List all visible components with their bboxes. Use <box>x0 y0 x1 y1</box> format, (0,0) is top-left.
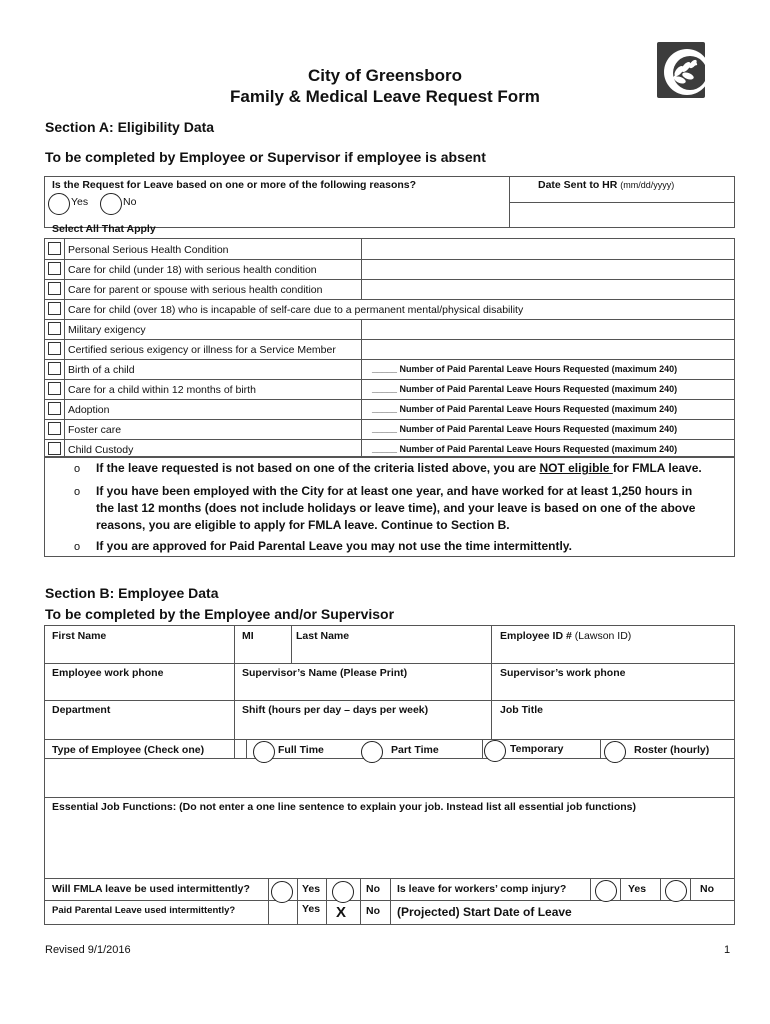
reason-checkbox-military[interactable] <box>48 322 61 335</box>
supervisor-phone-label: Supervisor’s work phone <box>500 667 626 679</box>
first-name-input[interactable] <box>46 644 232 661</box>
ppl-no-label: No <box>366 905 380 917</box>
reason-checkbox-child-under-18[interactable] <box>48 262 61 275</box>
hours-requested-care-child[interactable]: _____ Number of Paid Parental Leave Hours Requested (maximum 240) <box>372 384 678 394</box>
bullet-icon: o <box>74 486 81 498</box>
department-label: Department <box>52 704 111 716</box>
leaf-logo-icon <box>657 42 705 98</box>
reason-checkbox-adoption[interactable] <box>48 402 61 415</box>
note-eligibility-line3: reasons, you are eligible to apply for FMLA leave. Continue to Section B. <box>96 518 510 532</box>
fmla-no-label: No <box>366 883 380 895</box>
employee-type-label: Type of Employee (Check one) <box>52 744 205 756</box>
temporary-radio[interactable] <box>484 740 506 762</box>
date-sent-input[interactable] <box>512 205 732 225</box>
reason-label: Birth of a child <box>68 364 135 376</box>
eligibility-yes-radio[interactable] <box>48 193 70 215</box>
fmla-intermittent-yes-radio[interactable] <box>271 881 293 903</box>
last-name-input[interactable] <box>293 644 489 661</box>
note-eligibility-line2: the last 12 months (does not include holidays or leave time), and your leave is based on one of the above <box>96 501 696 515</box>
reason-label: Foster care <box>68 424 122 436</box>
fmla-intermittent-no-radio[interactable] <box>332 881 354 903</box>
reason-checkbox-personal[interactable] <box>48 242 61 255</box>
reason-label: Child Custody <box>68 444 134 456</box>
section-b-subheading: To be completed by the Employee and/or Supervisor <box>45 606 395 622</box>
date-sent-label: Date Sent to HR (mm/dd/yyyy) <box>538 179 675 191</box>
employee-id-input[interactable] <box>493 644 733 661</box>
start-date-input[interactable] <box>585 902 733 923</box>
fmla-yes-label: Yes <box>302 883 321 895</box>
employee-id-label: Employee ID # (Lawson ID) <box>500 630 632 642</box>
part-time-label: Part Time <box>391 744 439 756</box>
ppl-yes-label: Yes <box>302 903 321 915</box>
shift-input[interactable] <box>236 718 489 737</box>
ppl-intermittent-label: Paid Parental Leave used intermittently? <box>52 905 236 916</box>
work-phone-label: Employee work phone <box>52 667 164 679</box>
note-paid-parental: If you are approved for Paid Parental Leave you may not use the time intermittently. <box>96 539 572 553</box>
reason-label: Certified serious exigency or illness for a Service Member <box>68 344 336 356</box>
ppl-no-selected-mark[interactable]: X <box>336 904 347 921</box>
full-time-label: Full Time <box>278 744 324 756</box>
last-name-label: Last Name <box>296 630 350 642</box>
start-date-label: (Projected) Start Date of Leave <box>397 905 572 919</box>
section-a-subheading: To be completed by Employee or Supervisor if employee is absent <box>45 149 486 165</box>
reason-label: Care for child (over 18) who is incapable of self-care due to a permanent mental/physical disability <box>68 304 524 316</box>
eligibility-no-radio[interactable] <box>100 193 122 215</box>
reason-checkbox-service-member[interactable] <box>48 342 61 355</box>
mi-label: MI <box>242 630 254 642</box>
reason-label: Adoption <box>68 404 110 416</box>
workers-comp-yes-radio[interactable] <box>595 880 617 902</box>
shift-label: Shift (hours per day – days per week) <box>242 704 429 716</box>
supervisor-name-label: Supervisor’s Name (Please Print) <box>242 667 408 679</box>
eligibility-yes-label: Yes <box>71 196 89 208</box>
reason-label: Care for parent or spouse with serious health condition <box>68 284 323 296</box>
essential-functions-input[interactable] <box>46 816 733 876</box>
workers-comp-no-label: No <box>700 883 714 895</box>
first-name-label: First Name <box>52 630 107 642</box>
reason-checkbox-foster-care[interactable] <box>48 422 61 435</box>
form-title-line1: City of Greensboro <box>308 66 462 85</box>
reason-label: Military exigency <box>68 324 146 336</box>
eligibility-question: Is the Request for Leave based on one or more of the following reasons? <box>52 179 417 191</box>
employee-type-notes-input[interactable] <box>46 760 733 795</box>
roster-label: Roster (hourly) <box>634 744 710 756</box>
page-number: 1 <box>724 944 731 956</box>
job-title-label: Job Title <box>500 704 543 716</box>
fmla-intermittent-label: Will FMLA leave be used intermittently? <box>52 883 250 895</box>
bullet-icon: o <box>74 541 81 553</box>
reason-label: Care for a child within 12 months of birth <box>68 384 256 396</box>
temporary-label: Temporary <box>510 743 564 755</box>
hours-requested-birth[interactable]: _____ Number of Paid Parental Leave Hours Requested (maximum 240) <box>372 364 678 374</box>
job-title-input[interactable] <box>493 718 733 737</box>
hours-requested-foster[interactable]: _____ Number of Paid Parental Leave Hours Requested (maximum 240) <box>372 424 678 434</box>
bullet-icon: o <box>74 463 81 475</box>
reason-checkbox-child-custody[interactable] <box>48 442 61 455</box>
workers-comp-label: Is leave for workers’ comp injury? <box>397 883 567 895</box>
supervisor-phone-input[interactable] <box>493 681 733 698</box>
reason-checkbox-birth[interactable] <box>48 362 61 375</box>
workers-comp-no-radio[interactable] <box>665 880 687 902</box>
eligibility-no-label: No <box>123 196 137 208</box>
hours-requested-adoption[interactable]: _____ Number of Paid Parental Leave Hours Requested (maximum 240) <box>372 404 678 414</box>
workers-comp-yes-label: Yes <box>628 883 647 895</box>
reason-checkbox-child-over-18[interactable] <box>48 302 61 315</box>
select-all-label: Select All That Apply <box>52 223 156 235</box>
work-phone-input[interactable] <box>46 681 232 698</box>
note-not-eligible: If the leave requested is not based on one of the criteria listed above, you are NOT eligible for FMLA leave. <box>96 461 702 475</box>
reason-checkbox-parent-spouse[interactable] <box>48 282 61 295</box>
reason-label: Personal Serious Health Condition <box>68 244 229 256</box>
section-a-heading: Section A: Eligibility Data <box>45 119 215 135</box>
department-input[interactable] <box>46 718 232 737</box>
essential-functions-label: Essential Job Functions: (Do not enter a one line sentence to explain your job. Instead list all essential job functions) <box>52 801 637 813</box>
section-b-heading: Section B: Employee Data <box>45 585 219 601</box>
revised-date: Revised 9/1/2016 <box>45 944 131 956</box>
hours-requested-custody[interactable]: _____ Number of Paid Parental Leave Hours Requested (maximum 240) <box>372 444 678 454</box>
reason-label: Care for child (under 18) with serious health condition <box>68 264 317 276</box>
supervisor-name-input[interactable] <box>236 681 489 698</box>
note-eligibility-line1: If you have been employed with the City for at least one year, and have worked for at least 1,250 hours in <box>96 484 693 498</box>
form-title-line2: Family & Medical Leave Request Form <box>230 87 540 106</box>
reason-checkbox-care-child-12-months[interactable] <box>48 382 61 395</box>
mi-input[interactable] <box>236 644 289 661</box>
